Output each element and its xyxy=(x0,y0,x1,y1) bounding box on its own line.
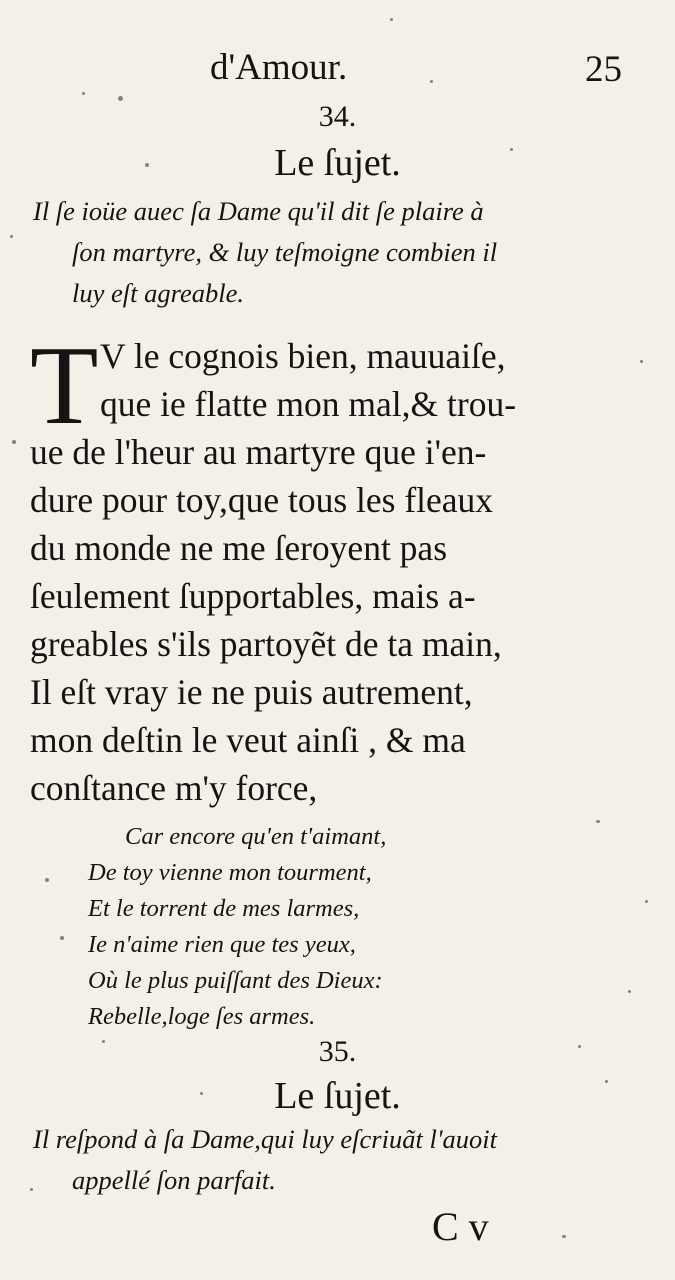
subject-heading: Le ſujet. xyxy=(274,1075,401,1117)
prose-line: du monde ne me ſeroyent pas xyxy=(30,528,448,568)
poem-number: 34. xyxy=(318,100,357,133)
verse-line: Rebelle,loge ſes armes. xyxy=(88,1003,316,1030)
prose-line: conſtance m'y force, xyxy=(30,768,318,808)
verse-line: Et le torrent de mes larmes, xyxy=(88,895,360,922)
verse-line: Ie n'aime rien que tes yeux, xyxy=(88,931,356,958)
argument-line: appellé ſon parfait. xyxy=(72,1165,276,1195)
prose-line: greables s'ils partoyẽt de ta main, xyxy=(30,624,502,664)
argument-line: luy eſt agreable. xyxy=(72,278,244,308)
page-number: 25 xyxy=(585,49,622,90)
verse-line: Où le plus puiſſant des Dieux: xyxy=(88,967,383,994)
prose-line: mon deſtin le veut ainſi , & ma xyxy=(30,720,466,760)
running-head: d'Amour. xyxy=(210,47,348,88)
subject-heading: Le ſujet. xyxy=(274,142,401,184)
signature-mark: C v xyxy=(432,1204,489,1249)
argument-line: Il ſe ioüe auec ſa Dame qu'il dit ſe plaire à xyxy=(33,196,484,226)
prose-line: que ie flatte mon mal,& trou- xyxy=(100,384,517,424)
prose-line: ſeulement ſupportables, mais a- xyxy=(30,576,476,616)
prose-line: dure pour toy,que tous les fleaux xyxy=(30,480,494,520)
argument-line: Il reſpond à ſa Dame,qui luy eſcriuãt l'auoit xyxy=(33,1124,497,1154)
drop-cap: T xyxy=(30,324,99,448)
poem-number: 35. xyxy=(318,1035,357,1068)
prose-line: V le cognois bien, mauuaiſe, xyxy=(100,336,506,376)
prose-line: ue de l'heur au martyre que i'en- xyxy=(30,432,487,472)
verse-line: Car encore qu'en t'aimant, xyxy=(125,823,387,850)
prose-line: Il eſt vray ie ne puis autrement, xyxy=(30,672,473,712)
argument-line: ſon martyre, & luy teſmoigne combien il xyxy=(72,237,498,267)
verse-line: De toy vienne mon tourment, xyxy=(88,859,372,886)
